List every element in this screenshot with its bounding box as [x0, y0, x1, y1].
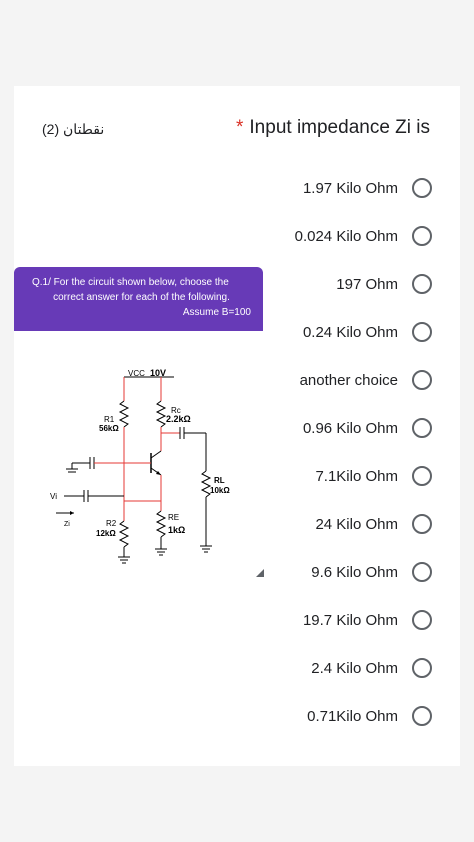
rl-value: 10kΩ	[210, 486, 230, 495]
option-label: 1.97 Kilo Ohm	[302, 179, 398, 197]
radio-button[interactable]	[412, 610, 432, 630]
option-label: 0.71Kilo Ohm	[307, 707, 398, 725]
option-row[interactable]	[303, 174, 432, 202]
option-label: 7.1Kilo Ohm	[315, 467, 398, 485]
option-row[interactable]	[295, 222, 432, 250]
option-row[interactable]	[315, 510, 432, 538]
vi-label: Vi	[50, 492, 57, 501]
rc-name: Rc	[171, 406, 181, 415]
required-mark: *	[236, 117, 244, 138]
r1-value: 56kΩ	[99, 424, 119, 433]
radio-button[interactable]	[412, 226, 432, 246]
re-resistor	[157, 511, 165, 537]
radio-button[interactable]	[412, 178, 432, 198]
option-row[interactable]	[307, 702, 432, 730]
zi-label: Zi	[64, 521, 70, 528]
option-row[interactable]	[300, 366, 432, 394]
banner-line-1: Q.1/ For the circuit shown below, choose the	[32, 277, 229, 288]
rl-name: RL	[214, 476, 225, 485]
radio-button[interactable]	[412, 418, 432, 438]
radio-button[interactable]	[412, 466, 432, 486]
vcc-value: 10V	[150, 368, 167, 378]
radio-button[interactable]	[412, 658, 432, 678]
option-row[interactable]	[303, 318, 432, 346]
option-row[interactable]	[336, 270, 432, 298]
option-row[interactable]	[303, 414, 432, 442]
r2-resistor	[120, 521, 128, 547]
question-title	[236, 117, 430, 139]
r2-value: 12kΩ	[96, 529, 116, 538]
r2-name: R2	[106, 519, 117, 528]
re-value: 1kΩ	[168, 525, 186, 535]
option-label: 9.6 Kilo Ohm	[311, 563, 398, 581]
option-row[interactable]	[315, 462, 432, 490]
option-label: 24 Kilo Ohm	[315, 515, 398, 533]
option-label: 0.96 Kilo Ohm	[302, 419, 398, 437]
radio-button[interactable]	[412, 562, 432, 582]
option-label: another choice	[299, 371, 398, 389]
banner-line-2: correct answer for each of the following.	[53, 292, 230, 303]
question-banner	[14, 267, 263, 331]
option-row[interactable]	[311, 654, 432, 682]
option-label: 0.24 Kilo Ohm	[302, 323, 398, 341]
banner-line-3: Assume B=100	[182, 307, 251, 318]
radio-button[interactable]	[412, 514, 432, 534]
re-name: RE	[168, 513, 180, 522]
vcc-label: VCC	[128, 369, 145, 378]
rc-resistor	[157, 401, 165, 427]
option-row[interactable]	[303, 606, 432, 634]
option-label: 19.7 Kilo Ohm	[302, 611, 398, 629]
radio-button[interactable]	[412, 274, 432, 294]
option-row[interactable]	[311, 558, 432, 586]
r1-resistor	[120, 401, 128, 427]
radio-button[interactable]	[412, 706, 432, 726]
resize-handle-icon[interactable]	[256, 569, 264, 577]
question-text: Input impedance Zi is	[249, 117, 430, 138]
radio-button[interactable]	[412, 370, 432, 390]
option-label: 0.024 Kilo Ohm	[294, 227, 398, 245]
r1-name: R1	[104, 415, 115, 424]
radio-button[interactable]	[412, 322, 432, 342]
rl-resistor	[202, 471, 210, 497]
option-label: 2.4 Kilo Ohm	[311, 659, 398, 677]
rc-value: 2.2kΩ	[166, 414, 191, 424]
circuit-diagram	[14, 331, 263, 580]
circuit-svg	[14, 331, 263, 580]
option-label: 197 Ohm	[336, 275, 398, 293]
points-label: نقطتان (2)	[42, 121, 105, 137]
